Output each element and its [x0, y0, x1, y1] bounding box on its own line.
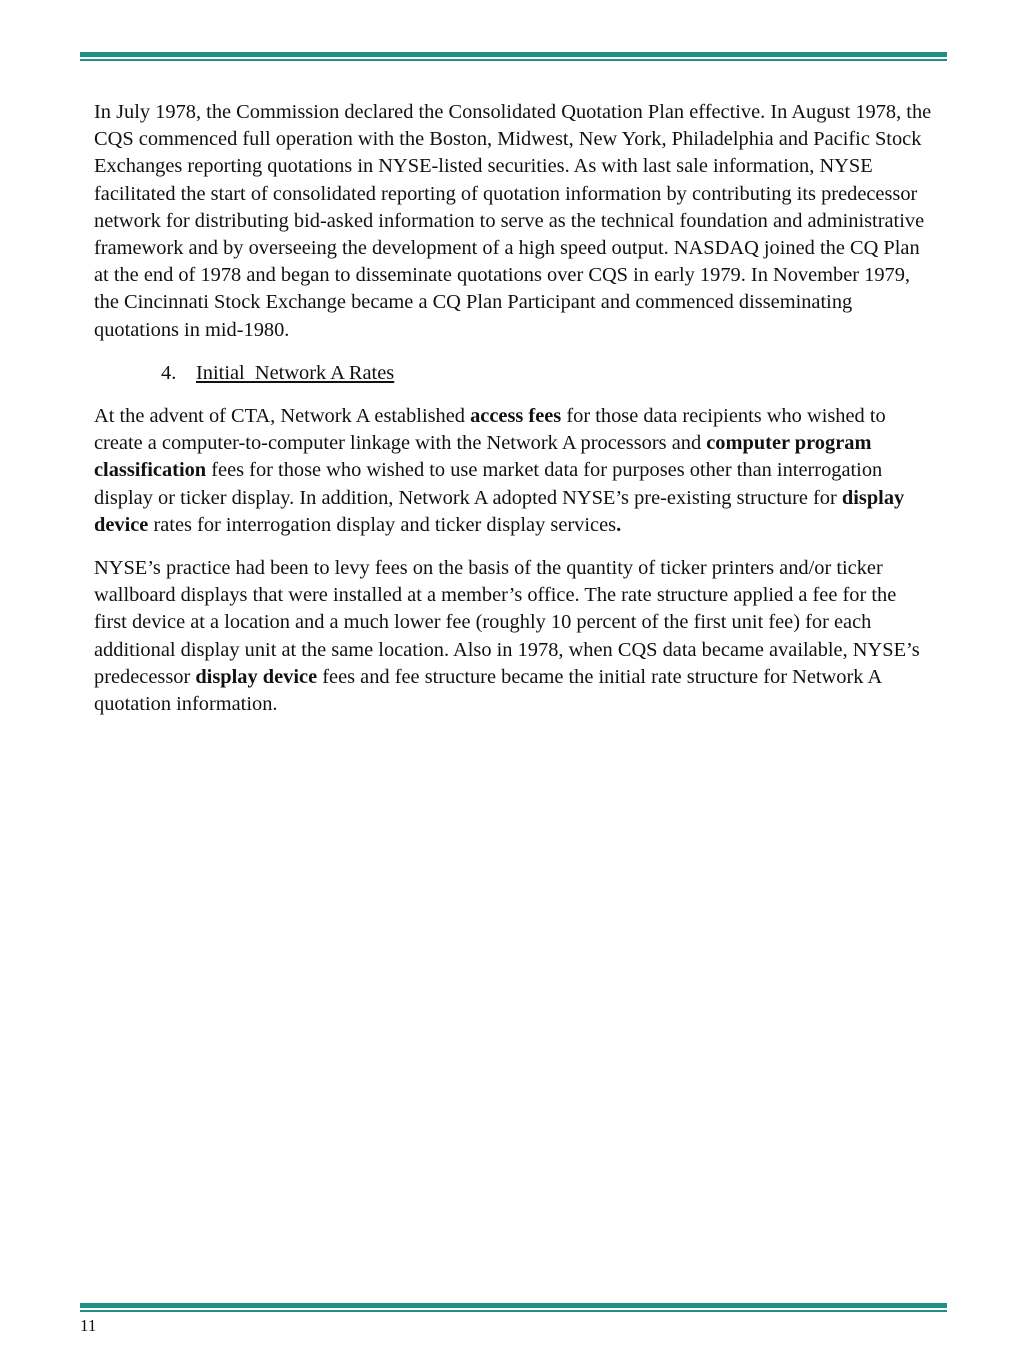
paragraph-network-a-fees	[94, 403, 934, 539]
page-number: 11	[80, 1316, 97, 1335]
paragraph-cqs-history: In July 1978, the Commission declared the Consolidated Quotation Plan effective. In August 1978, the CQS commenced full operation with the Boston, Midwest, New York, Philadelphia and Pacific Stock Exchanges reporting quotations in NYSE-listed securities. As with last sale information, NYSE facilitated the start of consolidated reporting of quotation information by contributing its predecessor network for distributing bid-asked information to serve as the technical foundation and administrative framework and by overseeing the development of a high speed output. NASDAQ joined the CQ Plan at the end of 1978 and began to disseminate quotations over CQS in early 1979. In November 1979, the Cincinnati Stock Exchange became a CQ Plan Participant and commenced disseminating quotations in mid-1980.	[94, 101, 932, 341]
section-number: 4.	[161, 361, 177, 384]
header-rule-thin	[80, 59, 947, 61]
section-title: Initial Network A Rates	[196, 361, 395, 384]
footer-rule-thick	[80, 1303, 947, 1308]
footer-rule-thin	[80, 1310, 947, 1312]
header-rule	[80, 52, 947, 61]
document-body	[94, 99, 934, 734]
bold-period: .	[616, 513, 622, 536]
paragraph-text: rates for interrogation display and ticker display services	[148, 513, 617, 536]
paragraph-nyse-practice	[94, 555, 934, 718]
bold-term-computer-program-classification: computer program classification	[94, 432, 872, 482]
bold-term-access-fees: access fees	[470, 405, 562, 428]
footer-rule	[80, 1303, 947, 1312]
bold-term-display-device: display device	[195, 665, 318, 688]
paragraph-text: NYSE’s practice had been to levy fees on the basis of the quantity of ticker printers and/or ticker wallboard displays that were installed at a member’s office. The rate structure applied a fee for the first device at a location and a much lower fee (roughly 10 percent of the first unit fee) for each additional display unit at the same location. Also in 1978, when CQS data became available, NYSE’s predecessor	[94, 557, 920, 688]
paragraph-text: fees for those who wished to use market data for purposes other than interrogation display or ticker display. In addition, Network A adopted NYSE’s pre-existing structure for	[94, 459, 883, 509]
paragraph-text: fees and fee structure became the initial rate structure for Network A quotation information.	[94, 665, 882, 716]
bold-term-display-device: display device	[94, 486, 905, 536]
section-heading	[94, 360, 934, 387]
paragraph-text: At the advent of CTA, Network A established	[94, 405, 471, 428]
header-rule-thick	[80, 52, 947, 57]
paragraph-text: for those data recipients who wished to create a computer-to-computer linkage with the Network A processors and	[94, 405, 886, 455]
